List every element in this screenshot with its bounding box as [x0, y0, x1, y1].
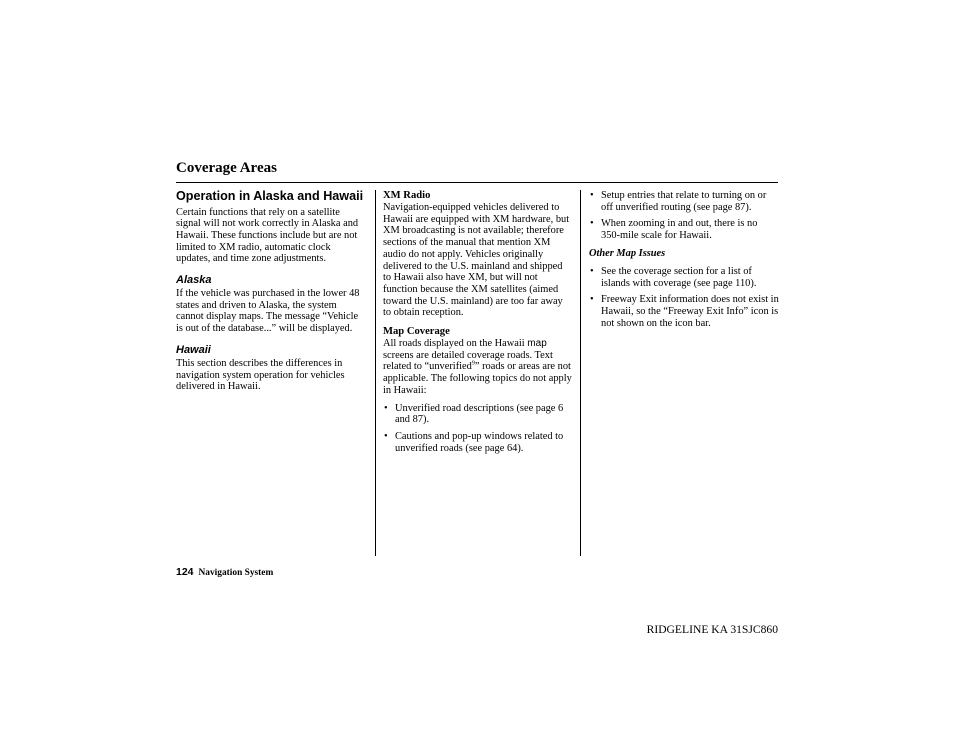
list-item: • Freeway Exit information does not exist in Hawaii, so the “Freeway Exit Info” icon is not shown on the icon bar. — [589, 294, 779, 329]
page-footer — [176, 566, 273, 578]
list-item: • Cautions and pop-up windows related to unverified roads (see page 64). — [383, 431, 573, 454]
column-2 — [383, 190, 573, 459]
xm-paragraph: Navigation-equipped vehicles delivered to Hawaii are equipped with XM hardware, but XM broadcasting is not available; therefore sections of the manual that mention XM audio do not apply. Vehicles originally delivered to the U.S. mainland and shipped to Hawaii also have XM, but will not function because the XM satellites (aimed toward the U.S. mainland) are too far away to obtain reception. — [383, 202, 570, 319]
intro-paragraph: Certain functions that rely on a satellite signal will not work correctly in Alaska and Hawaii. These functions include but are not limited to XM radio, automatic clock updates, and time zone adjustments. — [176, 206, 359, 265]
list-item: • See the coverage section for a list of islands with coverage (see page 110). — [589, 266, 779, 289]
list-item: • When zooming in and out, there is no 350-mile scale for Hawaii. — [589, 218, 779, 241]
title-rule — [176, 182, 778, 183]
continued-list — [589, 190, 779, 242]
map-word: map — [527, 338, 547, 350]
list-item: • Unverified road descriptions (see page 6 and 87). — [383, 403, 573, 426]
alaska-paragraph: If the vehicle was purchased in the lower 48 states and driven to Alaska, the system cannot display maps. The message “Vehicle is out of the database...” will be displayed. — [176, 288, 360, 335]
list-item: • Setup entries that relate to turning on or off unverified routing (see page 87). — [589, 190, 779, 213]
heading-other-map-issues: Other Map Issues — [589, 247, 666, 259]
column-1 — [176, 190, 366, 393]
column-divider-2 — [580, 190, 581, 556]
heading-xm-radio: XM Radio — [383, 190, 431, 201]
heading-alaska: Alaska — [176, 274, 212, 287]
section-title: Coverage Areas — [176, 160, 277, 176]
column-3 — [589, 190, 779, 334]
registered-mark: 9 — [471, 360, 475, 367]
page-number: 124 — [176, 566, 194, 578]
hawaii-paragraph: This section describes the differences in navigation system operation for vehicles delivered in Hawaii. — [176, 357, 345, 393]
heading-operation-alaska-hawaii: Operation in Alaska and Hawaii — [176, 189, 364, 203]
other-issues-list — [589, 266, 779, 330]
hawaii-exceptions-list — [383, 403, 573, 455]
document-code: RIDGELINE KA 31SJC860 — [646, 623, 778, 636]
map-coverage-paragraph: All roads displayed on the Hawaii map screens are detailed coverage roads. Text related to “unverified$^9$” roads or areas are not applicable. The following topics do not apply in Hawaii: — [383, 338, 572, 396]
heading-map-coverage: Map Coverage — [383, 326, 450, 338]
column-divider-1 — [375, 190, 376, 556]
footer-label: Navigation System — [198, 568, 274, 578]
heading-hawaii: Hawaii — [176, 343, 211, 356]
